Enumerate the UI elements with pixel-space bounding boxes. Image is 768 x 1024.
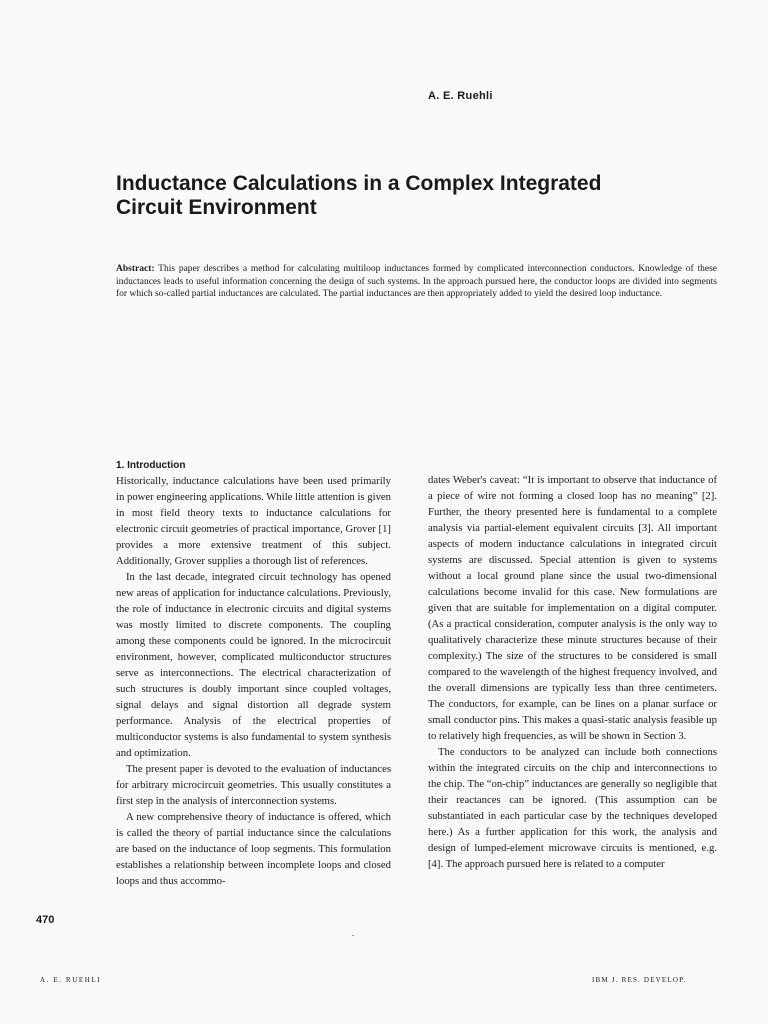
body-column-left <box>116 459 391 889</box>
paragraph: A new comprehensive theory of inductance is offered, which is called the theory of partial inductance since the calculations are based on the inductance of loop segments. This formulation establishes a relationship between incomplete loops and closed loops and thus accommo- <box>116 811 391 887</box>
paragraph: The present paper is devoted to the evaluation of inductances for arbitrary microcircuit geometries. This usually constitutes a first step in the analysis of interconnection systems. <box>116 763 391 807</box>
author-name: A. E. Ruehli <box>428 90 493 102</box>
scan-speck <box>352 935 354 936</box>
page-number: 470 <box>36 914 55 926</box>
title-line-1: Inductance Calculations in a Complex Integrated <box>116 172 602 195</box>
abstract-text: This paper describes a method for calculating multiloop inductances formed by complicated interconnection conductors. Knowledge of these inductances leads to useful information concerning the design of such systems. In the approach pursued here, the conductor loops are divided into segments for which so-called partial inductances are calculated. The partial inductances are then appropriately added to yield the desired loop inductance. <box>116 264 717 299</box>
section-heading: 1. Introduction <box>116 460 186 471</box>
abstract-label: Abstract: <box>116 264 155 274</box>
footer-journal: IBM J. RES. DEVELOP. <box>592 976 687 984</box>
paragraph: Historically, inductance calculations have been used primarily in power engineering applications. While little attention is given in most field theory texts to inductance calculations for electronic circuit geometries of practical importance, Grover [1] provides a more extensive treatment of this subject. Additionally, Grover supplies a thorough list of references. <box>116 475 391 567</box>
abstract <box>116 263 717 301</box>
paragraph: dates Weber's caveat: “It is important to observe that inductance of a piece of wire not forming a closed loop has no meaning” [2]. Further, the theory presented here is fundamental to a complete analysis via partial-element equivalent circuits [3]. All important aspects of modern inductance calculations in integrated circuit systems are discussed. Special attention is given to systems without a local ground plane since the usual two-dimensional calculations become invalid for this case. New formulations are given that are suitable for implementation on a digital computer. (As a practical consideration, computer analysis is the only way to qualitatively characterize these minute structures because of their complexity.) The size of the structures to be considered is small compared to the wavelength of the highest frequency involved, and the overall dimensions are typically less than three centimeters. The conductors, for example, can be lines on a planar surface or small conductor pins. This makes a quasi-static analysis feasible up to relatively high frequencies, as will be shown in Section 3. <box>428 474 717 742</box>
title-line-2: Circuit Environment <box>116 196 317 219</box>
body-column-right <box>428 472 717 872</box>
paper-title <box>116 172 716 220</box>
footer-author: A. E. RUEHLI <box>40 976 102 984</box>
paragraph: In the last decade, integrated circuit technology has opened new areas of application for inductance calculations. Previously, the role of inductance in electronic circuits and digital systems was mostly limited to discrete components. The coupling among these components could be ignored. In the microcircuit environment, however, complicated multiconductor structures serve as interconnections. The electrical characterization of such structures is doubly important since coupled voltages, signal delays and signal distortion all degrade system performance. Analysis of the electrical properties of multiconductor systems is also fundamental to system synthesis and optimization. <box>116 571 392 759</box>
paragraph: The conductors to be analyzed can include both connections within the integrated circuits on the chip and interconnections to the chip. The “on-chip” inductances are generally so negligible that their reactances can be ignored. (This assumption can be substantiated in each particular case by the techniques developed here.) As a further application for this work, the analysis and design of lumped-element microwave circuits is mentioned, e.g. [4]. The approach pursued here is related to a computer <box>428 746 717 870</box>
